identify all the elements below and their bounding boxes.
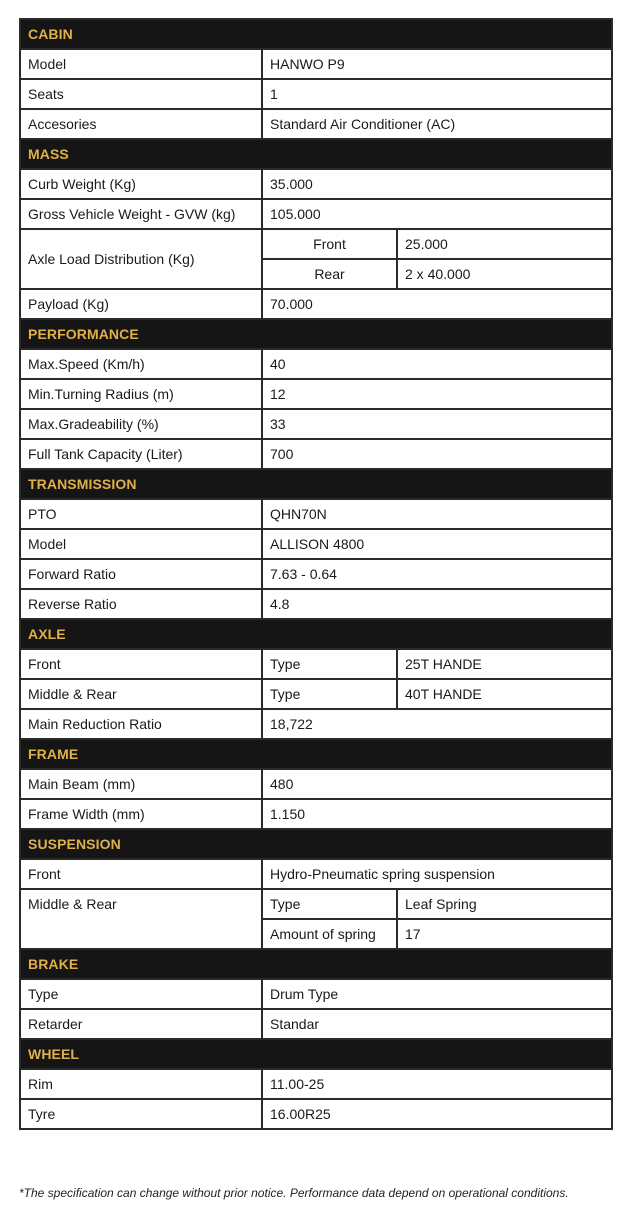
section-row-axle	[20, 619, 612, 649]
table-row	[20, 289, 612, 319]
spec-label: Max.Gradeability (%)	[20, 409, 262, 439]
spec-table	[19, 18, 613, 1130]
spec-label: Min.Turning Radius (m)	[20, 379, 262, 409]
spec-label: Curb Weight (Kg)	[20, 169, 262, 199]
section-header-axle: AXLE	[20, 619, 612, 649]
spec-sublabel: Rear	[262, 259, 397, 289]
spec-label: Reverse Ratio	[20, 589, 262, 619]
spec-sublabel: Type	[262, 889, 397, 919]
footnote: *The specification can change without prior notice. Performance data depend on operational conditions.	[19, 1186, 569, 1200]
table-row	[20, 649, 612, 679]
spec-label: Max.Speed (Km/h)	[20, 349, 262, 379]
table-row	[20, 79, 612, 109]
spec-label: Payload (Kg)	[20, 289, 262, 319]
table-row	[20, 1069, 612, 1099]
spec-value: Standar	[262, 1009, 612, 1039]
spec-label: Seats	[20, 79, 262, 109]
spec-label: Model	[20, 49, 262, 79]
spec-value: 25.000	[397, 229, 612, 259]
section-header-performance: PERFORMANCE	[20, 319, 612, 349]
table-row	[20, 709, 612, 739]
table-row	[20, 799, 612, 829]
table-row	[20, 1009, 612, 1039]
table-row	[20, 109, 612, 139]
spec-sublabel: Type	[262, 649, 397, 679]
spec-label: Rim	[20, 1069, 262, 1099]
section-row-suspension	[20, 829, 612, 859]
section-row-frame	[20, 739, 612, 769]
spec-label: Middle & Rear	[20, 889, 262, 949]
spec-value: 1.150	[262, 799, 612, 829]
spec-value: 18,722	[262, 709, 612, 739]
table-row	[20, 199, 612, 229]
spec-sublabel: Type	[262, 679, 397, 709]
table-row	[20, 769, 612, 799]
spec-value: Drum Type	[262, 979, 612, 1009]
section-row-brake	[20, 949, 612, 979]
spec-value: Standard Air Conditioner (AC)	[262, 109, 612, 139]
table-row	[20, 859, 612, 889]
spec-label: Full Tank Capacity (Liter)	[20, 439, 262, 469]
section-header-cabin: CABIN	[20, 19, 612, 49]
spec-value: 480	[262, 769, 612, 799]
spec-value: 33	[262, 409, 612, 439]
spec-value: 4.8	[262, 589, 612, 619]
section-row-performance	[20, 319, 612, 349]
section-row-wheel	[20, 1039, 612, 1069]
section-header-suspension: SUSPENSION	[20, 829, 612, 859]
table-row	[20, 379, 612, 409]
spec-value: 40	[262, 349, 612, 379]
spec-label: Middle & Rear	[20, 679, 262, 709]
spec-value: QHN70N	[262, 499, 612, 529]
table-row	[20, 409, 612, 439]
spec-sublabel: Front	[262, 229, 397, 259]
table-row	[20, 49, 612, 79]
spec-value: ALLISON 4800	[262, 529, 612, 559]
table-row	[20, 169, 612, 199]
spec-value: 105.000	[262, 199, 612, 229]
spec-label: Model	[20, 529, 262, 559]
spec-value: 2 x 40.000	[397, 259, 612, 289]
spec-label: Frame Width (mm)	[20, 799, 262, 829]
table-row	[20, 679, 612, 709]
table-row	[20, 979, 612, 1009]
spec-label: Axle Load Distribution (Kg)	[20, 229, 262, 289]
spec-value: 70.000	[262, 289, 612, 319]
spec-value: HANWO P9	[262, 49, 612, 79]
spec-label: Tyre	[20, 1099, 262, 1129]
table-row	[20, 529, 612, 559]
table-row	[20, 349, 612, 379]
spec-value: Hydro-Pneumatic spring suspension	[262, 859, 612, 889]
spec-value: 700	[262, 439, 612, 469]
spec-label: Front	[20, 649, 262, 679]
section-header-brake: BRAKE	[20, 949, 612, 979]
section-header-transmission: TRANSMISSION	[20, 469, 612, 499]
table-row	[20, 229, 612, 259]
spec-value: 1	[262, 79, 612, 109]
section-header-wheel: WHEEL	[20, 1039, 612, 1069]
table-row	[20, 889, 612, 919]
spec-label: Forward Ratio	[20, 559, 262, 589]
spec-label: Front	[20, 859, 262, 889]
table-row	[20, 589, 612, 619]
table-row	[20, 1099, 612, 1129]
section-row-mass	[20, 139, 612, 169]
spec-value: 40T HANDE	[397, 679, 612, 709]
spec-label: Gross Vehicle Weight - GVW (kg)	[20, 199, 262, 229]
spec-label: Type	[20, 979, 262, 1009]
spec-label: Main Reduction Ratio	[20, 709, 262, 739]
table-row	[20, 559, 612, 589]
spec-value: 12	[262, 379, 612, 409]
spec-label: PTO	[20, 499, 262, 529]
table-row	[20, 439, 612, 469]
spec-label: Retarder	[20, 1009, 262, 1039]
spec-label: Accesories	[20, 109, 262, 139]
spec-value: 35.000	[262, 169, 612, 199]
spec-label: Main Beam (mm)	[20, 769, 262, 799]
table-row	[20, 499, 612, 529]
spec-sublabel: Amount of spring	[262, 919, 397, 949]
spec-value: 17	[397, 919, 612, 949]
section-row-transmission	[20, 469, 612, 499]
spec-value: 7.63 - 0.64	[262, 559, 612, 589]
spec-value: 25T HANDE	[397, 649, 612, 679]
spec-value: 16.00R25	[262, 1099, 612, 1129]
spec-value: Leaf Spring	[397, 889, 612, 919]
section-header-mass: MASS	[20, 139, 612, 169]
spec-value: 11.00-25	[262, 1069, 612, 1099]
section-row-cabin	[20, 19, 612, 49]
section-header-frame: FRAME	[20, 739, 612, 769]
